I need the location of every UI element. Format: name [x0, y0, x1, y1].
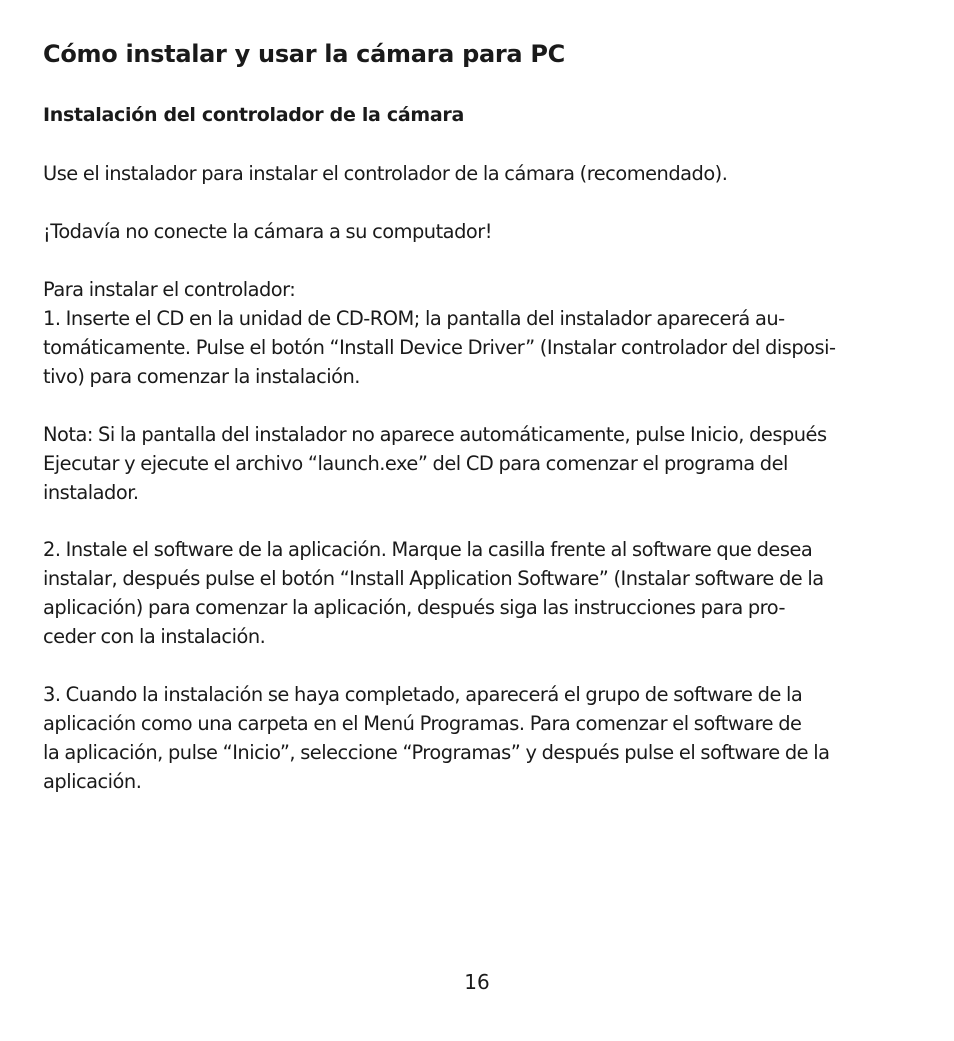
text-line: instalar, después pulse el botón “Install Application Software” (Instalar software de la	[43, 567, 824, 590]
section-heading: Instalación del controlador de la cámara	[43, 104, 464, 126]
text-line: aplicación.	[43, 770, 142, 793]
text-line: aplicación como una carpeta en el Menú Programas. Para comenzar el software de	[43, 712, 802, 735]
page-title: Cómo instalar y usar la cámara para PC	[43, 40, 565, 68]
text-line: 1. Inserte el CD en la unidad de CD-ROM; la pantalla del instalador aparecerá au-	[43, 307, 785, 330]
text-line: tivo) para comenzar la instalación.	[43, 365, 360, 388]
paragraph-note	[43, 420, 827, 507]
text-line: Ejecutar y ejecute el archivo “launch.exe” del CD para comenzar el programa del	[43, 452, 788, 475]
text-line: Use el instalador para instalar el controlador de la cámara (recomendado).	[43, 162, 728, 185]
paragraph-warning	[43, 217, 492, 246]
text-line: 2. Instale el software de la aplicación. Marque la casilla frente al software que desea	[43, 538, 813, 561]
paragraph-step-1	[43, 275, 836, 391]
text-line: ceder con la instalación.	[43, 625, 266, 648]
paragraph-step-3	[43, 680, 830, 796]
text-line: 3. Cuando la instalación se haya completado, aparecerá el grupo de software de la	[43, 683, 803, 706]
paragraph-recommendation	[43, 159, 727, 188]
text-line: aplicación) para comenzar la aplicación, después siga las instrucciones para pro-	[43, 596, 785, 619]
text-line: tomáticamente. Pulse el botón “Install Device Driver” (Instalar controlador del disposi-	[43, 336, 836, 359]
text-line: instalador.	[43, 481, 139, 504]
paragraph-step-2	[43, 535, 824, 651]
text-line: Nota: Si la pantalla del instalador no aparece automáticamente, pulse Inicio, después	[43, 423, 827, 446]
text-line: ¡Todavía no conecte la cámara a su computador!	[43, 220, 492, 243]
text-line: Para instalar el controlador:	[43, 278, 296, 301]
page-number: 16	[464, 970, 490, 994]
text-line: la aplicación, pulse “Inicio”, seleccione “Programas” y después pulse el software de la	[43, 741, 830, 764]
